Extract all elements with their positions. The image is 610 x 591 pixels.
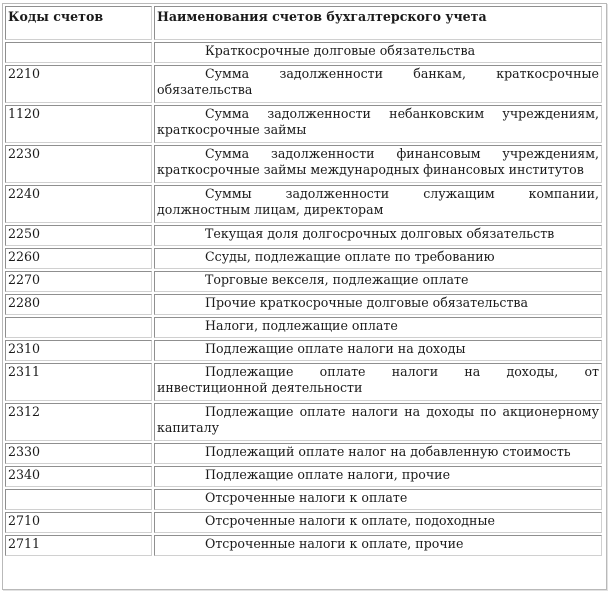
account-code: 2210 <box>5 65 152 103</box>
column-header-name: Наименования счетов бухгалтерского учета <box>154 6 602 40</box>
table-row <box>5 145 602 183</box>
account-name: Отсроченные налоги к оплате, подоходные <box>154 512 602 533</box>
account-code: 2710 <box>5 512 152 533</box>
table-row <box>5 65 602 103</box>
table-row <box>5 363 602 401</box>
account-name: Прочие краткосрочные долговые обязательства <box>154 294 602 315</box>
account-name: Ссуды, подлежащие оплате по требованию <box>154 248 602 269</box>
account-name: Отсроченные налоги к оплате <box>154 489 602 510</box>
table-row <box>5 512 602 533</box>
table-row <box>5 248 602 269</box>
table-row <box>5 489 602 510</box>
account-code: 2312 <box>5 403 152 441</box>
table-row <box>5 403 602 441</box>
table-row <box>5 42 602 63</box>
account-code: 2250 <box>5 225 152 246</box>
table-row <box>5 466 602 487</box>
table-row <box>5 443 602 464</box>
table-row <box>5 317 602 338</box>
account-code: 2311 <box>5 363 152 401</box>
account-code: 2330 <box>5 443 152 464</box>
account-name: Торговые векселя, подлежащие оплате <box>154 271 602 292</box>
table-row <box>5 105 602 143</box>
table-row <box>5 535 602 556</box>
account-code: 2270 <box>5 271 152 292</box>
column-header-code: Коды счетов <box>5 6 152 40</box>
accounts-table <box>3 4 604 558</box>
table-row <box>5 340 602 361</box>
account-name: Краткосрочные долговые обязательства <box>154 42 602 63</box>
account-code: 2260 <box>5 248 152 269</box>
account-name: Сумма задолженности небанковским учреждениям, краткосрочные займы <box>154 105 602 143</box>
account-code: 2310 <box>5 340 152 361</box>
account-name: Отсроченные налоги к оплате, прочие <box>154 535 602 556</box>
account-code: 2280 <box>5 294 152 315</box>
account-name: Подлежащий оплате налог на добавленную стоимость <box>154 443 602 464</box>
account-code <box>5 317 152 338</box>
accounts-table-frame <box>2 3 607 590</box>
account-name: Суммы задолженности служащим компании, должностным лицам, директорам <box>154 185 602 223</box>
account-code: 1120 <box>5 105 152 143</box>
account-code <box>5 42 152 63</box>
table-header-row <box>5 6 602 40</box>
account-name: Подлежащие оплате налоги на доходы <box>154 340 602 361</box>
account-name: Сумма задолженности банкам, краткосрочные обязательства <box>154 65 602 103</box>
account-code: 2711 <box>5 535 152 556</box>
account-code <box>5 489 152 510</box>
table-row <box>5 271 602 292</box>
account-name: Налоги, подлежащие оплате <box>154 317 602 338</box>
account-name: Подлежащие оплате налоги, прочие <box>154 466 602 487</box>
table-row <box>5 225 602 246</box>
account-name: Текущая доля долгосрочных долговых обязательств <box>154 225 602 246</box>
account-name: Сумма задолженности финансовым учреждениям, краткосрочные займы международных финансовых институтов <box>154 145 602 183</box>
account-name: Подлежащие оплате налоги на доходы, от инвестиционной деятельности <box>154 363 602 401</box>
account-code: 2240 <box>5 185 152 223</box>
account-code: 2340 <box>5 466 152 487</box>
account-code: 2230 <box>5 145 152 183</box>
account-name: Подлежащие оплате налоги на доходы по акционерному капиталу <box>154 403 602 441</box>
table-row <box>5 294 602 315</box>
table-row <box>5 185 602 223</box>
